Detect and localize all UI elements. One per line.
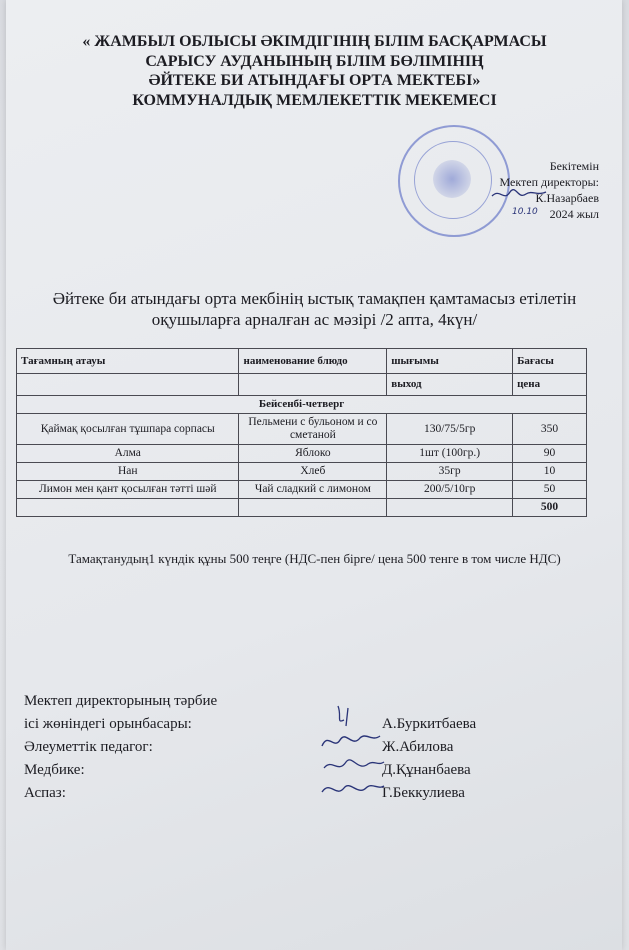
signature-role: ісі жөніндегі орынбасары: xyxy=(24,716,192,732)
day-label: Бейсенбі-четверг xyxy=(17,396,587,414)
cell-name-ru: Яблоко xyxy=(239,445,387,463)
title-line: оқушыларға арналған ас мәзірі /2 апта, 4күн/ xyxy=(151,310,478,329)
cell-yield: 130/75/5гр xyxy=(387,414,513,445)
handwritten-signatures xyxy=(318,702,388,812)
approval-heading: Бекітемін xyxy=(549,159,599,173)
cell-name-ru: Пельмени с бульоном и со сметаной xyxy=(239,414,387,445)
title-line: Әйтеке би атындағы орта мекбінің ыстық тамақпен қамтамасыз етілетін xyxy=(52,289,577,308)
table-subheader-row xyxy=(17,374,587,396)
signature-role: Әлеуметтік педагог: xyxy=(24,739,153,755)
cell-price: 90 xyxy=(513,445,587,463)
cell-name-ru: Хлеб xyxy=(239,463,387,481)
menu-title xyxy=(0,288,629,330)
signature-role: Медбике: xyxy=(24,762,85,778)
column-subheader: цена xyxy=(513,374,587,396)
signature-role: Мектеп директорының тәрбие xyxy=(24,693,218,709)
approval-date-handwritten: 10.10 xyxy=(512,207,538,217)
day-row xyxy=(17,396,587,414)
column-header: Бағасы xyxy=(513,349,587,374)
daily-price-note: Тамақтанудың1 күндік құны 500 теңге (НДС-пен бірге/ цена 500 тенге в том числе НДС) xyxy=(68,551,561,566)
cell-name-ru: Чай сладкий с лимоном xyxy=(239,481,387,499)
table-row xyxy=(17,445,587,463)
signature-name: Д.Құнанбаева xyxy=(382,762,471,778)
column-header: Тағамның атауы xyxy=(17,349,239,374)
signature-row xyxy=(24,713,544,736)
cell-yield: 1шт (100гр.) xyxy=(387,445,513,463)
cell-name-kz: Нан xyxy=(17,463,239,481)
cell-yield: 35гр xyxy=(387,463,513,481)
header-line: САРЫСУ АУДАНЫНЫҢ БІЛІМ БӨЛІМІНІҢ xyxy=(145,52,484,70)
signature-role: Аспаз: xyxy=(24,785,66,801)
header-line: « ЖАМБЫЛ ОБЛЫСЫ ӘКІМДІГІНІҢ БІЛІМ БАСҚАРМАСЫ xyxy=(82,33,547,50)
table-header-row xyxy=(17,349,587,374)
signature-name: Г.Беккулиева xyxy=(382,785,465,801)
total-value: 500 xyxy=(513,499,587,517)
signature-row xyxy=(24,782,544,805)
signature-row xyxy=(24,759,544,782)
total-row xyxy=(17,499,587,517)
column-subheader: выход xyxy=(387,374,513,396)
cell-price: 50 xyxy=(513,481,587,499)
table-row xyxy=(17,481,587,499)
cell-yield: 200/5/10гр xyxy=(387,481,513,499)
approval-director-name: К.Назарбаев xyxy=(535,191,599,205)
signature-row xyxy=(24,736,544,759)
menu-table xyxy=(16,348,587,517)
signature-name: Ж.Абилова xyxy=(382,739,454,755)
seal-emblem xyxy=(433,160,471,198)
table-row xyxy=(17,463,587,481)
table-row xyxy=(17,414,587,445)
director-signature xyxy=(490,180,550,220)
column-header: наименование блюдо xyxy=(239,349,387,374)
cell-price: 350 xyxy=(513,414,587,445)
header-line: КОММУНАЛДЫҚ МЕМЛЕКЕТТІК МЕКЕМЕСІ xyxy=(132,91,497,109)
signature-row xyxy=(24,690,544,713)
signature-name: А.Буркитбаева xyxy=(382,716,477,732)
cell-name-kz: Алма xyxy=(17,445,239,463)
institution-header xyxy=(0,32,629,110)
cell-price: 10 xyxy=(513,463,587,481)
column-header: шығымы xyxy=(387,349,513,374)
approval-position: Мектеп директоры: xyxy=(499,175,599,189)
cell-name-kz: Лимон мен қант қосылған тәтті шәй xyxy=(17,481,239,499)
header-line: ӘЙТЕКЕ БИ АТЫНДАҒЫ ОРТА МЕКТЕБІ» xyxy=(148,72,481,89)
signatures-block xyxy=(24,690,544,805)
cell-name-kz: Қаймақ қосылған тұшпара сорпасы xyxy=(17,414,239,445)
approval-year: 2024 жыл xyxy=(549,207,599,221)
